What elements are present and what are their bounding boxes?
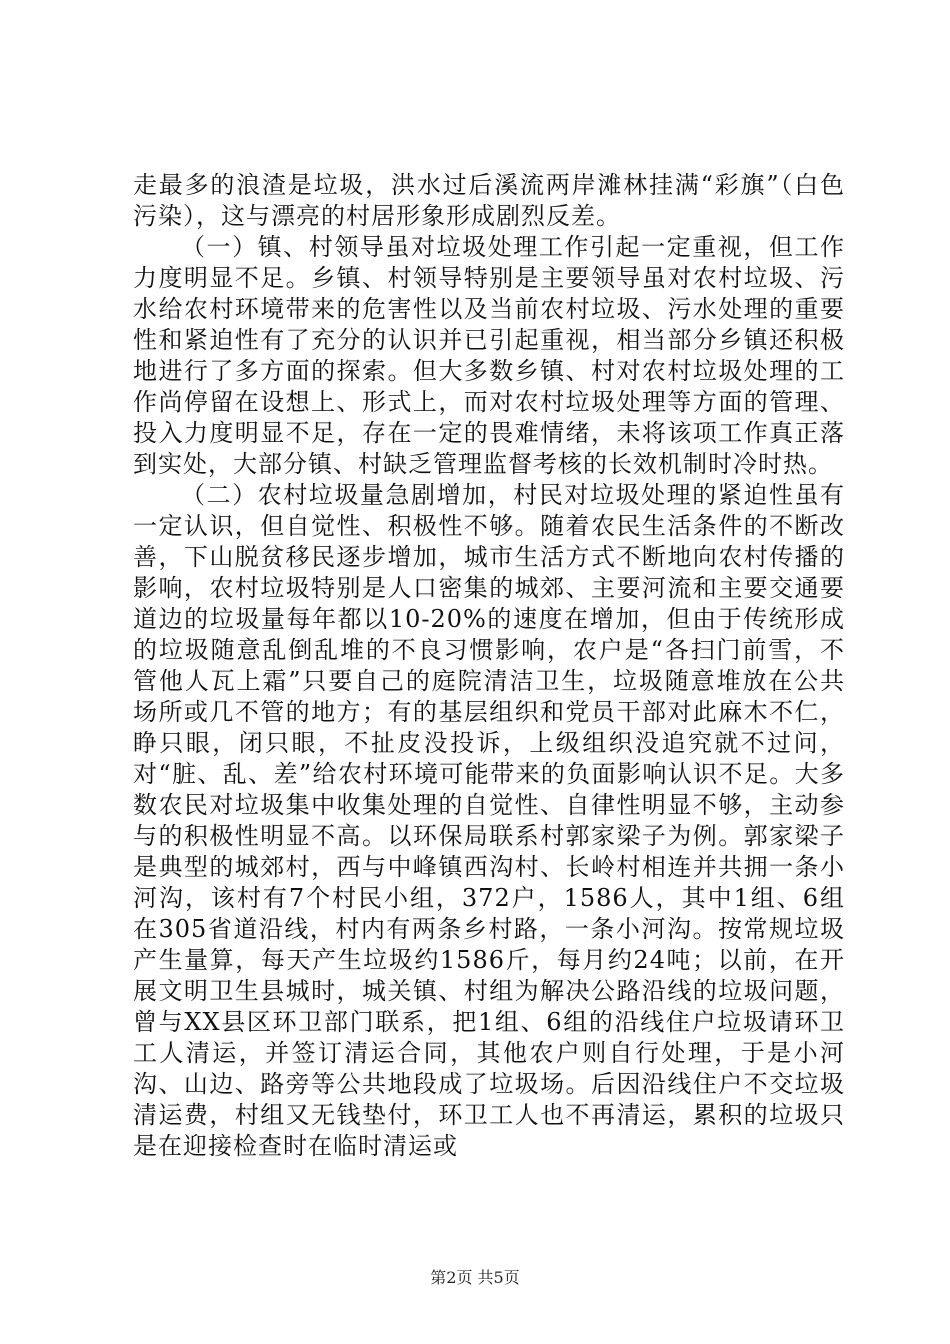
document-body <box>133 170 845 1162</box>
paragraph-section-one: （一）镇、村领导虽对垃圾处理工作引起一定重视，但工作力度明显不足。乡镇、村领导特别是主要领导虽对农村垃圾、污水给农村环境带来的危害性以及当前农村垃圾、污水处理的重要性和紧迫性有了充分的认识并已引起重视，相当部分乡镇还积极地进行了多方面的探索。但大多数乡镇、村对农村垃圾处理的工作尚停留在设想上、形式上，而对农村垃圾处理等方面的管理、投入力度明显不足，存在一定的畏难情绪，未将该项工作真正落到实处，大部分镇、村缺乏管理监督考核的长效机制时冷时热。 <box>133 233 845 478</box>
paragraph-section-two: （二）农村垃圾量急剧增加，村民对垃圾处理的紧迫性虽有一定认识，但自觉性、积极性不够。随着农民生活条件的不断改善，下山脱贫移民逐步增加，城市生活方式不断地向农村传播的影响，农村垃圾特别是人口密集的城郊、主要河流和主要交通要道边的垃圾量每年都以10-20%的速度在增加，但由于传统形成的垃圾随意乱倒乱堆的不良习惯影响，农户是“各扫门前雪，不管他人瓦上霜”只要自己的庭院清洁卫生，垃圾随意堆放在公共场所或几不管的地方；有的基层组织和党员干部对此麻木不仁，睁只眼，闭只眼，不扯皮没投诉，上级组织没追究就不过问，对“脏、乱、差”给农村环境可能带来的负面影响认识不足。大多数农民对垃圾集中收集处理的自觉性、自律性明显不够，主动参与的积极性明显不高。以环保局联系村郭家梁子为例。郭家梁子是典型的城郊村，西与中峰镇西沟村、长岭村相连并共拥一条小河沟，该村有7个村民小组，372户，1586人，其中1组、6组在305省道沿线，村内有两条乡村路，一条小河沟。按常规垃圾产生量算，每天产生垃圾约1586斤，每月约24吨；以前，在开展文明卫生县城时，城关镇、村组为解决公路沿线的垃圾问题，曾与XX县区环卫部门联系，把1组、6组的沿线住户垃圾请环卫工人清运，并签订清运合同，其他农户则自行处理，于是小河沟、山边、路旁等公共地段成了垃圾场。后因沿线住户不交垃圾清运费，村组又无钱垫付，环卫工人也不再清运，累积的垃圾只是在迎接检查时在临时清运或 <box>133 481 845 1160</box>
paragraph-intro: 走最多的浪渣是垃圾，洪水过后溪流两岸滩林挂满“彩旗”（白色污染），这与漂亮的村居形象形成剧烈反差。 <box>133 171 845 230</box>
page-number-footer: 第2页 共5页 <box>430 1268 520 1287</box>
